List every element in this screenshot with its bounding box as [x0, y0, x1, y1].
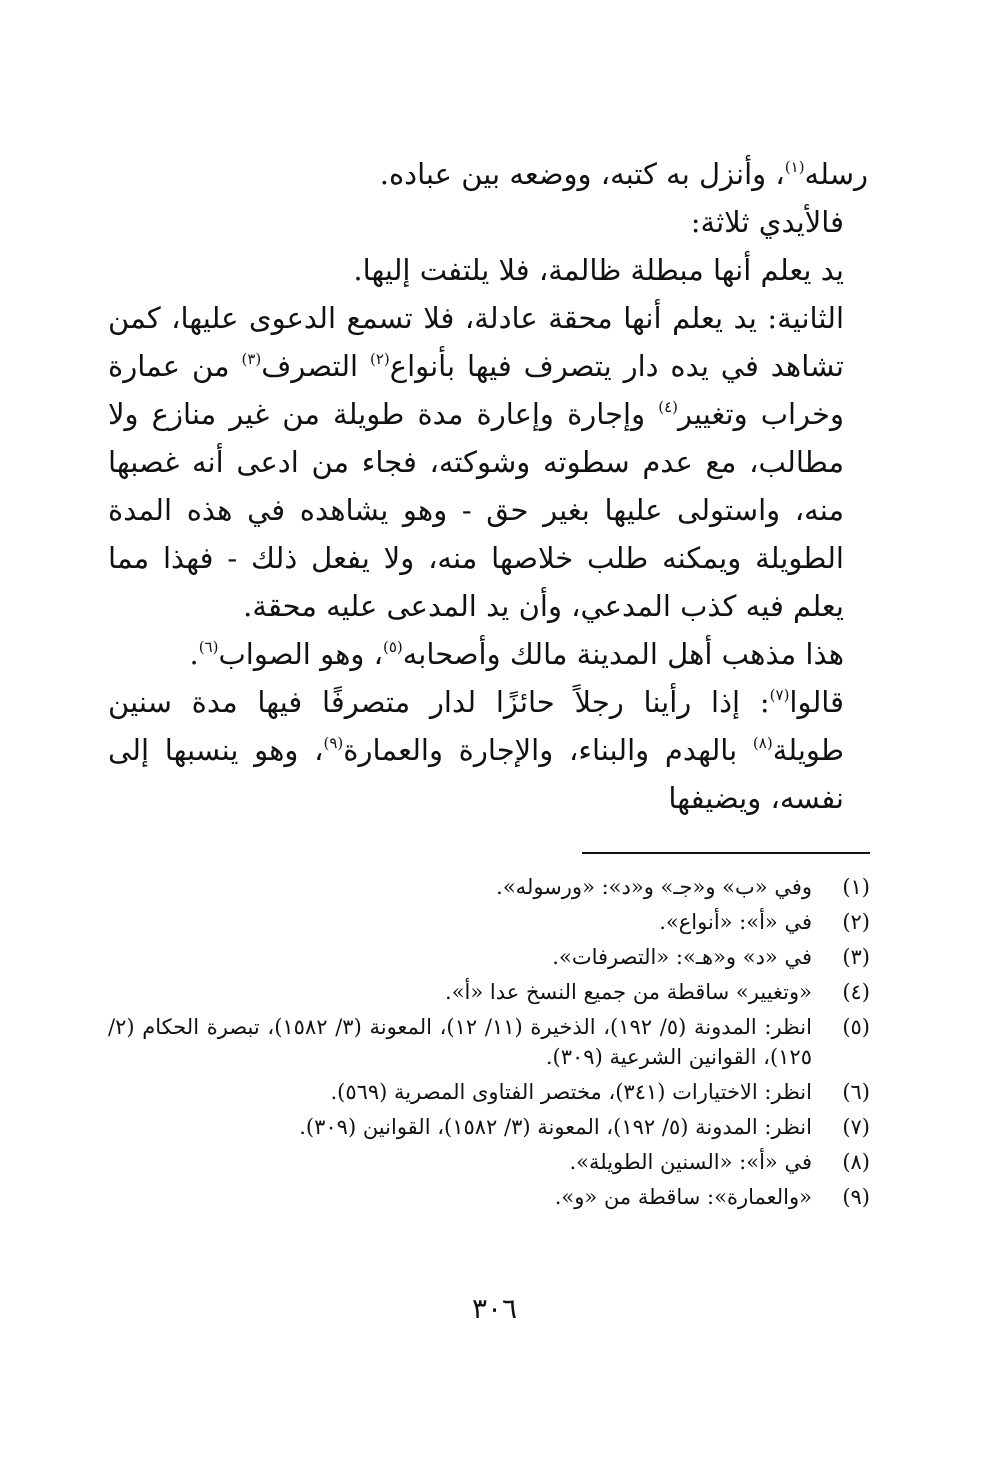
footnote-ref-3: (٣) — [241, 350, 262, 368]
page-number: ٣٠٦ — [471, 1292, 518, 1325]
text-run: : إذا رأينا رجلاً حائزًا لدار متصرفًا فيها مدة سنين طويلة — [108, 685, 844, 767]
footnote-number: (٦) — [842, 1080, 870, 1104]
footnote-9 — [108, 1182, 870, 1212]
footnote-number: (٧) — [842, 1115, 870, 1139]
footnote-number: (٩) — [842, 1185, 870, 1209]
text-run: وإجارة وإعارة مدة طويلة من غير منازع ولا مطالب، مع عدم سطوته وشوكته، فجاء من ادعى أنه غصبها منه، واستولى عليها بغير حق - وهو يشاهده في هذه المدة الطويلة ويمكنه طلب خلاصها منه، ولا يفعل ذلك - فهذا مما يعلم فيه كذب المدعي، وأن يد المدعى عليه محقة. — [108, 397, 844, 623]
main-text — [108, 150, 868, 822]
footnotes — [108, 872, 870, 1212]
footnote-number: (٨) — [842, 1150, 870, 1174]
text-run: قالوا — [789, 685, 844, 719]
text-run: رسله — [804, 157, 868, 191]
footnote-8 — [108, 1147, 870, 1177]
paragraph-4 — [108, 294, 868, 630]
footnote-1 — [108, 872, 870, 902]
footnote-ref-1: (١) — [784, 158, 805, 176]
text-run: . — [189, 637, 199, 671]
footnote-text: في «أ»: «أنواع». — [659, 910, 812, 934]
footnote-ref-2: (٢) — [369, 350, 390, 368]
footnote-2 — [108, 907, 870, 937]
paragraph-3: يد يعلم أنها مبطلة ظالمة، فلا يلتفت إليها. — [353, 253, 844, 287]
footnote-ref-8: (٨) — [752, 734, 773, 752]
footnote-text: «والعمارة»: ساقطة من «و». — [554, 1185, 812, 1209]
footnote-text: انظر: الاختيارات (٣٤١)، مختصر الفتاوى المصرية (٥٦٩). — [330, 1080, 812, 1104]
footnote-number: (٤) — [842, 980, 870, 1004]
footnote-text: وفي «ب» و«جـ» و«د»: «ورسوله». — [496, 875, 812, 899]
paragraph-5 — [108, 630, 868, 678]
text-run: التصرف — [261, 349, 370, 383]
footnote-7 — [108, 1112, 870, 1142]
footnote-text: في «أ»: «السنين الطويلة». — [569, 1150, 812, 1174]
footnote-ref-7: (٧) — [769, 686, 790, 704]
footnote-number: (٥) — [842, 1015, 870, 1039]
paragraph-6 — [108, 678, 868, 822]
footnote-separator — [582, 852, 870, 854]
footnote-text: «وتغيير» ساقطة من جميع النسخ عدا «أ». — [445, 980, 812, 1004]
footnote-ref-5: (٥) — [382, 638, 403, 656]
footnote-number: (٢) — [842, 910, 870, 934]
footnote-number: (٣) — [842, 945, 870, 969]
footnote-text: انظر: المدونة (٥/ ١٩٢)، المعونة (٣/ ١٥٨٢)، القوانين (٣٠٩). — [299, 1115, 812, 1139]
footnote-6 — [108, 1077, 870, 1107]
footnote-text: في «د» و«هـ»: «التصرفات». — [552, 945, 812, 969]
text-run: ، وهو الصواب — [218, 637, 383, 671]
footnote-4 — [108, 977, 870, 1007]
text-run: بالهدم والبناء، والإجارة والعمارة — [343, 733, 753, 767]
paragraph-1 — [108, 150, 868, 198]
paragraph-2: فالأيدي ثلاثة: — [690, 205, 844, 239]
footnote-ref-4: (٤) — [658, 398, 678, 416]
text-run: ، وهو ينسبها إلى نفسه، ويضيفها — [108, 733, 844, 815]
text-run: ، وأنزل به كتبه، ووضعه بين عباده. — [379, 157, 785, 191]
footnote-ref-9: (٩) — [323, 734, 344, 752]
footnote-ref-6: (٦) — [198, 638, 219, 656]
footnote-3 — [108, 942, 870, 972]
text-run: من عمارة وخراب وتغيير — [108, 349, 844, 431]
text-run: الثانية: يد يعلم أنها محقة عادلة، فلا تسمع الدعوى عليها، كمن تشاهد في يده دار يتصرف فيها بأنواع — [108, 301, 844, 383]
footnote-number: (١) — [842, 875, 870, 899]
text-run: هذا مذهب أهل المدينة مالك وأصحابه — [402, 637, 844, 671]
footnote-text: انظر: المدونة (٥/ ١٩٢)، الذخيرة (١١/ ١٢)، المعونة (٣/ ١٥٨٢)، تبصرة الحكام (٢/ ١٢٥)، القوانين الشرعية (٣٠٩). — [108, 1015, 812, 1069]
footnote-5 — [108, 1012, 870, 1072]
